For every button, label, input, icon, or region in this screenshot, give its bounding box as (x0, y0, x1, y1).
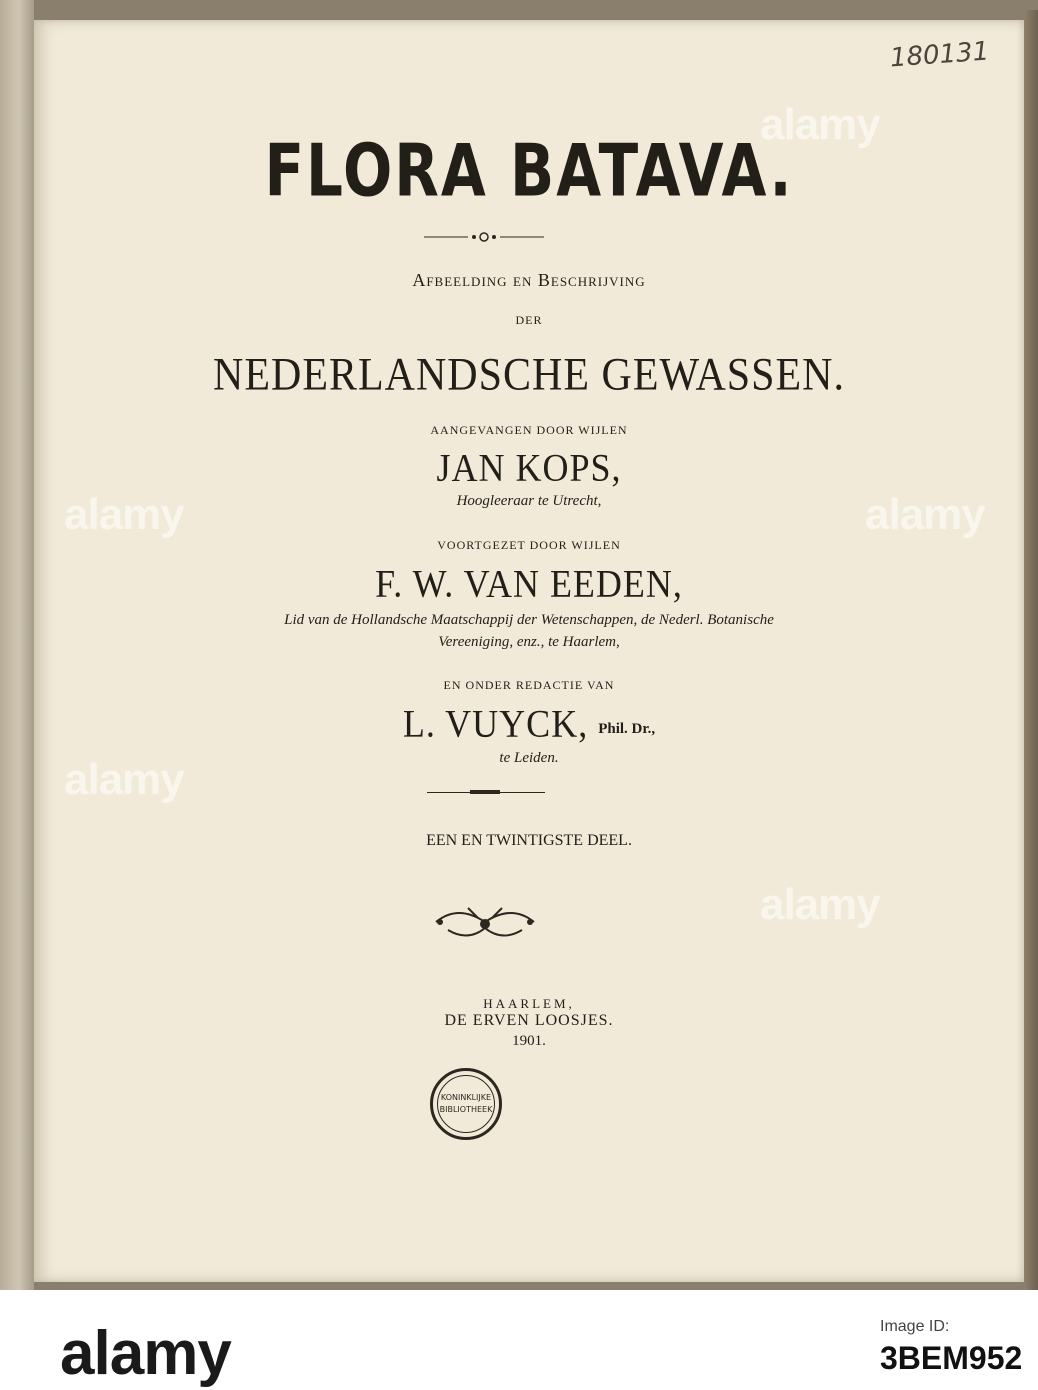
der-line: DER (515, 313, 543, 327)
watermark-faint: alamy (64, 755, 184, 804)
continued-by-line: VOORTGEZET DOOR WIJLEN (437, 538, 621, 552)
watermark-faint: alamy (760, 880, 880, 929)
imprint-publisher: DE ERVEN LOOSJES. (444, 1012, 614, 1029)
volume-line: EEN EN TWINTIGSTE DEEL. (426, 832, 632, 849)
begun-by-line: AANGEVANGEN DOOR WIJLEN (430, 423, 628, 437)
author-kops-role: Hoogleeraar te Utrecht, (456, 493, 602, 509)
watermark-faint: alamy (760, 100, 880, 149)
stamp-text-1: KONINKLIJKE (440, 1093, 492, 1102)
stamp-text-2: BIBLIOTHEEK (439, 1105, 493, 1114)
ornament-divider-icon (424, 230, 544, 244)
editor-degree: Phil. Dr., (598, 721, 656, 737)
main-heading: NEDERLANDSCHE GEWASSEN. (213, 349, 845, 401)
watermark-id: 3BEM952 (880, 1340, 1023, 1376)
watermark-logo: alamy (60, 1319, 231, 1388)
imprint-year: 1901. (512, 1033, 546, 1049)
watermark-faint: alamy (865, 490, 985, 539)
handwritten-shelfmark: 180131 (889, 36, 991, 74)
editor-line (34, 700, 1024, 746)
floral-vignette-icon (428, 900, 542, 944)
left-page-edge (0, 0, 34, 1290)
book-title: FLORA BATAVA. (264, 128, 794, 213)
author-van-eeden: F. W. VAN EEDEN, (375, 561, 683, 606)
author-kops: JAN KOPS, (436, 445, 622, 490)
watermark-faint: alamy (64, 490, 184, 539)
divider-accent (470, 790, 500, 794)
editor-name: L. VUYCK, (402, 701, 589, 746)
right-page-edge (1024, 10, 1038, 1290)
imprint-city: HAARLEM, (483, 996, 575, 1011)
library-stamp (430, 1068, 502, 1140)
watermark-id-label: Image ID: (880, 1318, 950, 1335)
author-van-eeden-role-2: Vereeniging, enz., te Haarlem, (438, 634, 620, 650)
editor-place: te Leiden. (499, 750, 559, 766)
author-van-eeden-role-1: Lid van de Hollandsche Maatschappij der Wetenschappen, de Nederl. Botanische (284, 612, 774, 628)
subtitle: Afbeelding en Beschrijving (412, 270, 646, 290)
editor-intro-line: EN ONDER REDACTIE VAN (443, 678, 615, 692)
